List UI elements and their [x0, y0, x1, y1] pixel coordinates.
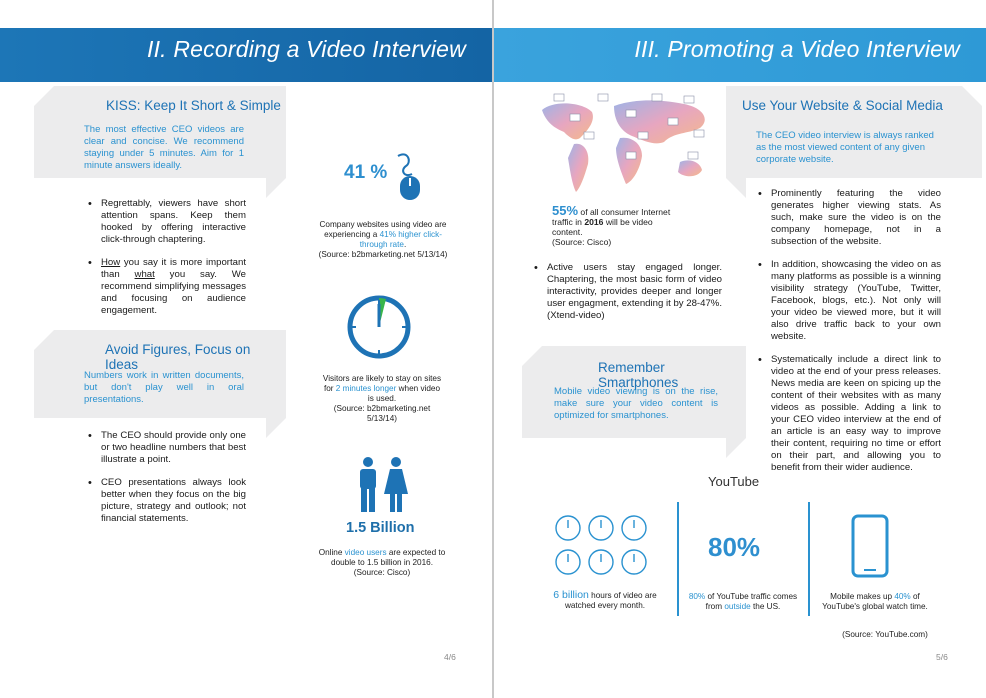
list-item: • Active users stay engaged longer. Chaptering, the most basic form of video interactivity, provides deeper and longer user engagment, extending it by 28-47%. (Xtend-video)	[534, 262, 722, 322]
banner-right	[494, 28, 986, 82]
youtube-stat-mobile: Mobile makes up 40% of YouTube's global watch time.	[822, 592, 928, 611]
stat-41-percent: 41 %	[344, 162, 388, 183]
list-item: • Systematically include a direct link to video at the end of your press releases. News media are keen on spicing up the content of their websites with as many videos as possible. Adding a link to your CEO video interview at the end of an article is an easy way to improve their content, requiring no time or effort on their part, and allowing you to benefit from their wider audience.	[758, 354, 941, 474]
list-item: • Regrettably, viewers have short attention spans. Keep them hooked by offering interactive click-through chaptering.	[88, 198, 246, 246]
callout-tail	[726, 178, 746, 198]
youtube-stat-traffic: 80% of YouTube traffic comes from outside the US.	[688, 592, 798, 611]
callout-tail	[522, 346, 542, 366]
page-right	[494, 0, 986, 698]
map-stat-caption: 55% of all consumer Internet traffic in 2016 will be video content. (Source: Cisco)	[552, 203, 671, 247]
clock-icon	[344, 290, 414, 360]
callout-tail	[726, 438, 746, 458]
callout-kiss	[34, 86, 286, 178]
callout-tail	[266, 418, 286, 438]
callout-website	[726, 86, 982, 178]
bullet-list	[88, 430, 246, 536]
youtube-stat-hours: 6 billion hours of video are watched every month.	[553, 589, 657, 610]
mouse-icon	[392, 152, 428, 202]
people-icon	[354, 456, 410, 514]
callout-heading: Use Your Website & Social Media	[742, 98, 943, 113]
bullet-list	[758, 188, 941, 485]
banner-left	[0, 28, 492, 82]
callout-heading: KISS: Keep It Short & Simple	[106, 98, 281, 113]
stat-divider	[677, 502, 679, 616]
callout-text: Numbers work in written documents, but don't play well in oral presentations.	[84, 370, 244, 405]
list-item: • The CEO should provide only one or two headline numbers that best illustrate a point.	[88, 430, 246, 466]
youtube-title: YouTube	[708, 474, 760, 489]
stat-caption: Online video users are expected to double to 1.5 billion in 2016. (Source: Cisco)	[318, 548, 446, 577]
page-number: 4/6	[444, 652, 456, 662]
list-item: • How you say it is more important than what you say. We recommend simplifying messages and focusing on audience engagement.	[88, 257, 246, 317]
list-item: • CEO presentations always look better when they focus on the big picture, strategy and outlook; not financial statements.	[88, 477, 246, 525]
clock-grid-icon	[554, 514, 664, 578]
smartphone-icon	[850, 514, 890, 578]
callout-figures	[34, 330, 286, 418]
callout-tail	[34, 86, 54, 106]
youtube-source: (Source: YouTube.com)	[842, 630, 928, 639]
stat-caption: Company websites using video are experiencing a 41% higher click-through rate. (Source: b2bmarketing.net 5/13/14)	[318, 220, 448, 259]
callout-smartphones	[522, 346, 746, 438]
page-left	[0, 0, 492, 698]
section-title: II. Recording a Video Interview	[146, 36, 466, 62]
stat-billion: 1.5 Billion	[346, 520, 415, 536]
list-item: • Prominently featuring the video generates higher viewing stats. As such, make sure the video is on the company homepage, not in a subsection of the website.	[758, 188, 941, 248]
world-map-icon	[534, 92, 714, 202]
callout-text: The most effective CEO videos are clear and concise. We recommend staying under 5 minutes. Aim for 1 minute answers ideally.	[84, 124, 244, 171]
youtube-80-percent: 80%	[708, 532, 761, 562]
section-title: III. Promoting a Video Interview	[634, 36, 960, 62]
stat-caption: Visitors are likely to stay on sites for 2 minutes longer when video is used. (Source: b2bmarketing.net 5/13/14)	[322, 374, 442, 423]
bullet-list	[88, 198, 246, 328]
callout-text: The CEO video interview is always ranked as the most viewed content of any given corporate website.	[756, 130, 934, 165]
callout-tail	[266, 178, 286, 198]
page-number: 5/6	[936, 652, 948, 662]
list-item: • In addition, showcasing the video on as many platforms as possible is a winning visibility strategy (YouTube, Twitter, Facebook, blogs, etc.). Not only will your video be viewed more, but it will also drive traffic back to your own website.	[758, 259, 941, 343]
callout-text: Mobile video viewing is on the rise, make sure your video content is optimized for smartphones.	[554, 386, 718, 421]
callout-heading: Remember Smartphones	[598, 360, 679, 390]
callout-tail	[962, 86, 982, 106]
callout-tail	[34, 330, 54, 350]
callout-heading: Avoid Figures, Focus on Ideas	[105, 342, 251, 372]
bullet-list	[534, 262, 722, 333]
stat-divider	[808, 502, 810, 616]
